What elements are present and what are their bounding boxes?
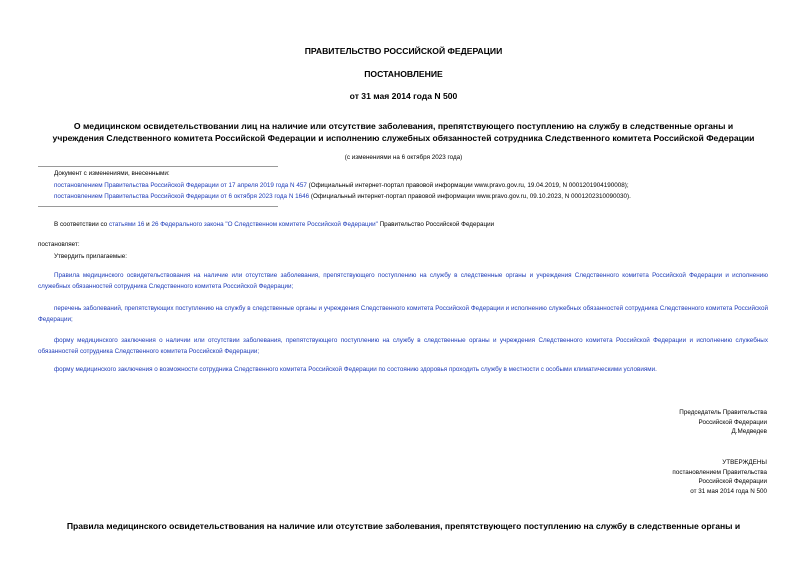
divider-bottom bbox=[38, 206, 278, 207]
amendment-item-1 bbox=[54, 182, 629, 189]
amendment-item-2 bbox=[54, 193, 631, 200]
approved-label: УТВЕРЖДЕНЫ bbox=[722, 459, 767, 466]
amendment-link-2[interactable]: постановлением Правительства Российской Федерации от 6 октября 2023 года N 1646 bbox=[54, 193, 310, 200]
basis-link-law[interactable]: 26 Федерального закона "О Следственном комитете Российской Федерации" bbox=[151, 221, 378, 228]
rules-title: Правила медицинского освидетельствования на наличие или отсутствие заболевания, препятствующего поступлению на службу в следственные органы и bbox=[66, 521, 741, 531]
basis-link-article16[interactable]: статьями 16 bbox=[108, 221, 145, 228]
approved-country: Российской Федерации bbox=[698, 478, 767, 486]
approve-text: Утвердить прилагаемые: bbox=[54, 253, 127, 260]
amendment-link-1[interactable]: постановлением Правительства Российской Федерации от 17 апреля 2019 года N 457 bbox=[54, 182, 307, 189]
government-heading: ПРАВИТЕЛЬСТВО РОССИЙСКОЙ ФЕДЕРАЦИИ bbox=[304, 46, 503, 56]
document-type: ПОСТАНОВЛЕНИЕ bbox=[364, 69, 443, 79]
approved-item-climate-conclusion-form[interactable]: форму медицинского заключения о возможности сотрудника Следственного комитета Российской Федерации по состоянию здоровья проходить службу в местности с особыми климатическими условиями. bbox=[54, 366, 657, 373]
basis-paragraph bbox=[54, 221, 494, 228]
signature-country: Российской Федерации bbox=[698, 418, 767, 426]
basis-suffix: Правительство Российской Федерации bbox=[377, 221, 495, 228]
approved-block bbox=[672, 458, 767, 496]
approved-item-diseases-list[interactable]: перечень заболеваний, препятствующих поступлению на службу в следственные органы и учреждения Следственного комитета Российской Федерации и исполнению служебных обязанностей сотрудника Следственного комитета Российской Федерации; bbox=[38, 305, 768, 323]
approved-item-rules[interactable]: Правила медицинского освидетельствования на наличие или отсутствие заболевания, препятствующего поступлению на службу в следственные органы и учреждения Следственного комитета Российской Федерации и исполнению служебных обязанностей сотрудника Следственного комитета Российской Федерации; bbox=[38, 272, 768, 290]
divider-top bbox=[38, 166, 278, 167]
document-title-line2: учреждения Следственного комитета Российской Федерации и исполнению служебных обязанностей сотрудника Следственного комитета Российской Федерации bbox=[52, 133, 755, 143]
basis-and: и bbox=[144, 221, 152, 228]
resolves-text: постановляет: bbox=[38, 241, 80, 248]
approved-item-medical-conclusion-form[interactable]: форму медицинского заключения о наличии или отсутствии заболевания, препятствующего поступлению на службу в следственные органы и учреждения Следственного комитета Российской Федерации и исполнению служебных обязанностей сотрудника Следственного комитета Российской Федерации; bbox=[38, 337, 768, 355]
signature-position: Председатель Правительства bbox=[679, 409, 767, 416]
basis-prefix: В соответствии со bbox=[54, 221, 109, 228]
amendments-intro: Документ с изменениями, внесенными: bbox=[54, 170, 170, 177]
approved-by: постановлением Правительства bbox=[672, 468, 767, 476]
signature-block bbox=[679, 408, 767, 437]
document-date: от 31 мая 2014 года N 500 bbox=[349, 91, 458, 101]
approved-date: от 31 мая 2014 года N 500 bbox=[690, 487, 767, 495]
signature-name: Д.Медведев bbox=[731, 428, 767, 436]
amendment-source-2: (Официальный интернет-портал правовой информации www.pravo.gov.ru, 09.10.2023, N 0001202310090030). bbox=[309, 193, 631, 200]
amendment-source-1: (Официальный интернет-портал правовой информации www.pravo.gov.ru, 19.04.2019, N 0001201904190008); bbox=[306, 182, 629, 189]
document-title-line1: О медицинском освидетельствовании лиц на наличие или отсутствие заболевания, препятствующего поступлению на службу в следственные органы и bbox=[73, 121, 734, 131]
changes-note: (с изменениями на 6 октября 2023 года) bbox=[344, 154, 463, 161]
